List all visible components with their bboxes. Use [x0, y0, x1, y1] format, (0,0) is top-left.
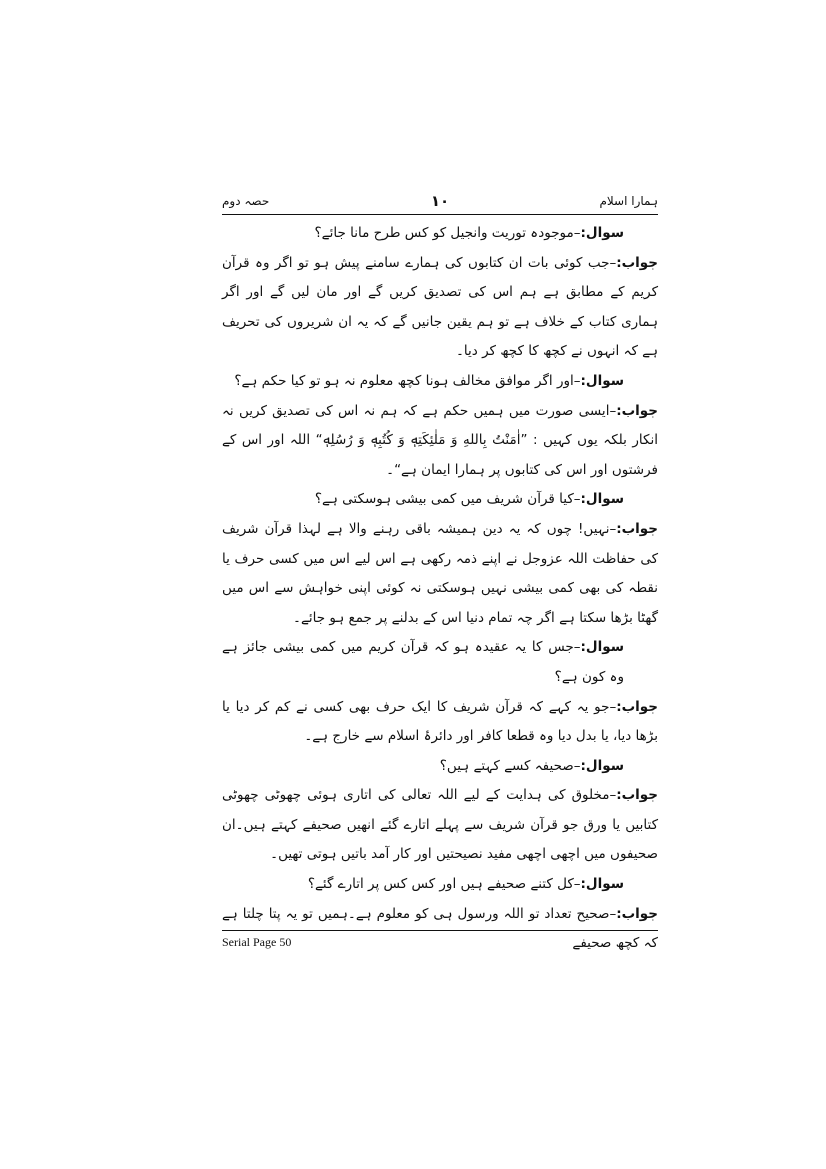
answer-4: جواب:–جو یہ کہے کہ قرآن شریف کا ایک حرف بھی کسی نے کم کر دیا یا بڑھا دیا، یا بدل دیا وہ قطعا کافر اور دائرۂ اسلام سے خارج ہے۔: [222, 698, 658, 745]
question-label: سوال:: [580, 757, 624, 774]
question-label: سوال:: [580, 491, 624, 508]
question-3: سوال:–کیا قرآن شریف میں کمی بیشی ہوسکتی ہے؟: [314, 491, 624, 508]
answer-label: جواب:: [616, 520, 658, 537]
serial-page-footer: [222, 930, 658, 950]
answer-label: جواب:: [616, 254, 658, 271]
answer-label: جواب:: [616, 905, 658, 922]
question-1: سوال:–موجودہ توریت وانجیل کو کس طرح مانا جائے؟: [314, 225, 624, 241]
answer-label: جواب:: [616, 698, 658, 715]
answer-2: جواب:–ایسی صورت میں ہمیں حکم ہے کہ ہم نہ اس کی تصدیق کریں نہ انکار بلکہ یوں کہیں : ”اٰمَنْتُ بِاللهِ وَ مَلٰئِكَتِهٖ وَ كُتُبِهٖ وَ رُسُلِهٖ“ اللہ اور اس کے فرشتوں اور اس کی کتابوں پر ہمارا ایمان ہے“۔: [222, 402, 658, 478]
part-label: حصہ دوم: [222, 194, 270, 208]
question-label: سوال:: [580, 639, 624, 656]
question-label: سوال:: [580, 372, 624, 389]
qa-list: [222, 219, 658, 959]
answer-5: جواب:–مخلوق کی ہدایت کے لیے اللہ تعالی کی اتاری ہوئی چھوٹی چھوٹی کتابیں یا ورق جو قرآن شریف سے پہلے اتارے گئے انھیں صحیفے کہتے ہیں۔ان صحیفوں میں اچھی اچھی مفید نصیحتیں اور کار آمد باتیں ہوتی تھیں۔: [222, 787, 658, 863]
question-label: سوال:: [580, 225, 624, 241]
answer-label: جواب:: [616, 402, 658, 419]
serial-page-label: Serial Page 50: [222, 935, 292, 949]
question-5: سوال:–صحیفہ کسے کہتے ہیں؟: [439, 757, 624, 774]
running-header: [222, 192, 658, 215]
answer-label: جواب:: [616, 787, 658, 804]
question-2: سوال:–اور اگر موافق مخالف ہونا کچھ معلوم نہ ہو تو کیا حکم ہے؟: [234, 372, 624, 389]
question-6: سوال:–کل کتنے صحیفے ہیں اور کس کس پر اتارے گئے؟: [307, 876, 624, 893]
answer-3: جواب:–نہیں! چوں کہ یہ دین ہمیشہ باقی رہنے والا ہے لہذا قرآن شریف کی حفاظت اللہ عزوجل نے اپنے ذمہ رکھی ہے اس لیے اس میں کسی حرف یا نقطہ کی بھی کمی بیشی نہیں ہوسکتی نہ کوئی اپنی خواہش سے اس میں گھٹا بڑھا سکتا ہے اگر چہ تمام دنیا اس کے بدلنے پر جمع ہو جائے۔: [222, 520, 658, 626]
question-4: سوال:–جس کا یہ عقیدہ ہو کہ قرآن کریم میں کمی بیشی جائز ہے وہ کون ہے؟: [222, 639, 624, 685]
book-title: ہمارا اسلام: [599, 194, 658, 208]
question-label: سوال:: [580, 876, 624, 893]
answer-6: جواب:–صحیح تعداد تو اللہ ورسول ہی کو معلوم ہے۔ہمیں تو یہ پتا چلتا ہے کہ کچھ صحیفے: [222, 905, 658, 952]
answer-1: جواب:–جب کوئی بات ان کتابوں کی ہمارے سامنے پیش ہو تو اگر وہ قرآن کریم کے مطابق ہے ہم اس کی تصدیق کریں گے اور مان لیں گے اور اگر ہماری کتاب کے خلاف ہے تو ہم یقین جانیں گے کہ یہ ان شریروں کی تحریف ہے کہ انہوں نے کچھ کا کچھ کر دیا۔: [222, 254, 658, 360]
page-number: ۱۰: [430, 192, 450, 210]
page-content: [222, 192, 658, 959]
